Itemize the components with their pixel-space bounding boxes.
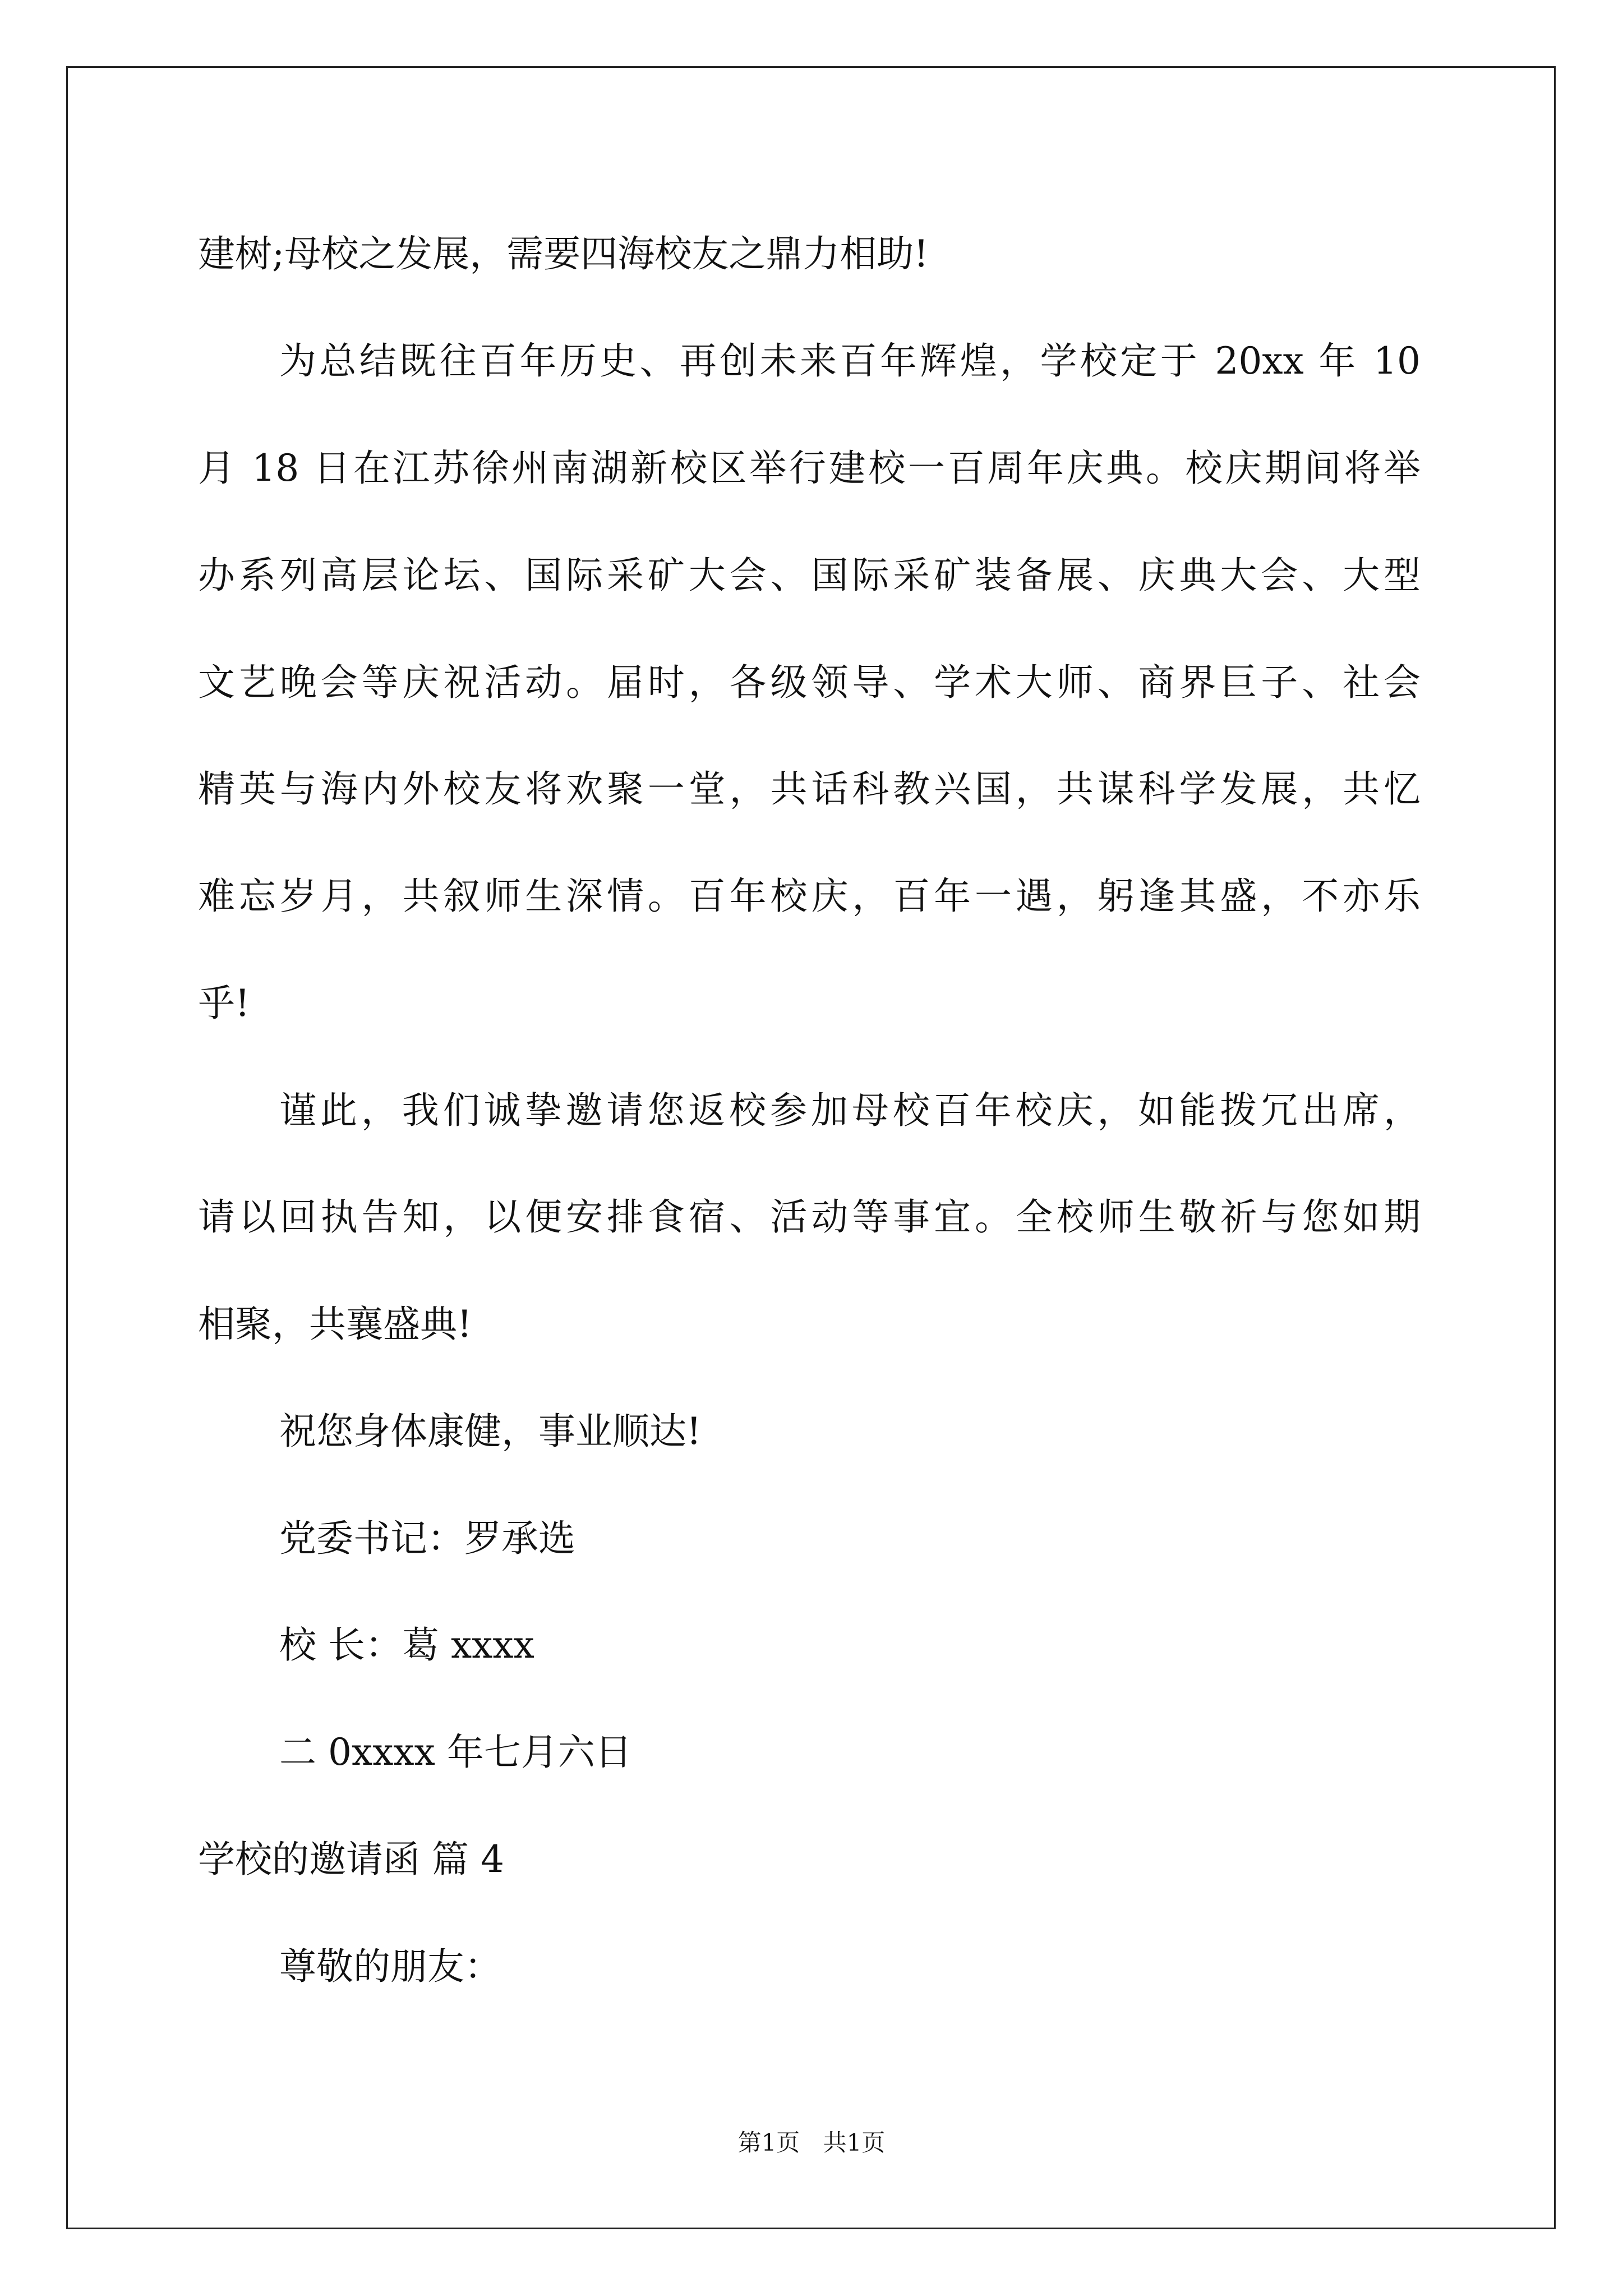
text-line: 请以回执告知，以便安排食宿、活动等事宜。全校师生敬祈与您如期 <box>198 1195 1421 1239</box>
text-line: 乎! <box>198 982 250 1025</box>
text-line: 月 18 日在江苏徐州南湖新校区举行建校一百周年庆典。校庆期间将举 <box>198 447 1421 490</box>
text-line: 建树;母校之发展，需要四海校友之鼎力相助! <box>198 232 929 275</box>
date-line: 二 0xxxx 年七月六日 <box>279 1731 632 1774</box>
text-line: 为总结既往百年历史、再创未来百年辉煌，学校定于 20xx 年 10 <box>279 339 1421 383</box>
text-line: 文艺晚会等庆祝活动。届时，各级领导、学术大师、商界巨子、社会 <box>198 661 1421 704</box>
signature-line: 校 长：葛 xxxx <box>279 1623 534 1667</box>
text-line: 难忘岁月，共叙师生深情。百年校庆，百年一遇，躬逢其盛，不亦乐 <box>198 875 1421 918</box>
text-line: 相聚，共襄盛典! <box>198 1303 472 1346</box>
text-line: 谨此，我们诚挚邀请您返校参加母校百年校庆，如能拨冗出席， <box>279 1089 1421 1132</box>
section-heading: 学校的邀请函 篇 4 <box>198 1838 504 1881</box>
text-line: 精英与海内外校友将欢聚一堂，共话科教兴国，共谋科学发展，共忆 <box>198 767 1421 811</box>
salutation-line: 尊敬的朋友： <box>279 1945 501 1988</box>
text-line: 祝您身体康健，事业顺达! <box>279 1410 702 1453</box>
page-border <box>66 66 1556 2229</box>
page-number: 第1页 <box>737 2129 800 2156</box>
page-footer <box>0 2127 1623 2159</box>
text-line: 办系列高层论坛、国际采矿大会、国际采矿装备展、庆典大会、大型 <box>198 554 1421 597</box>
page-total: 共1页 <box>823 2129 886 2156</box>
signature-line: 党委书记：罗承选 <box>279 1517 575 1560</box>
